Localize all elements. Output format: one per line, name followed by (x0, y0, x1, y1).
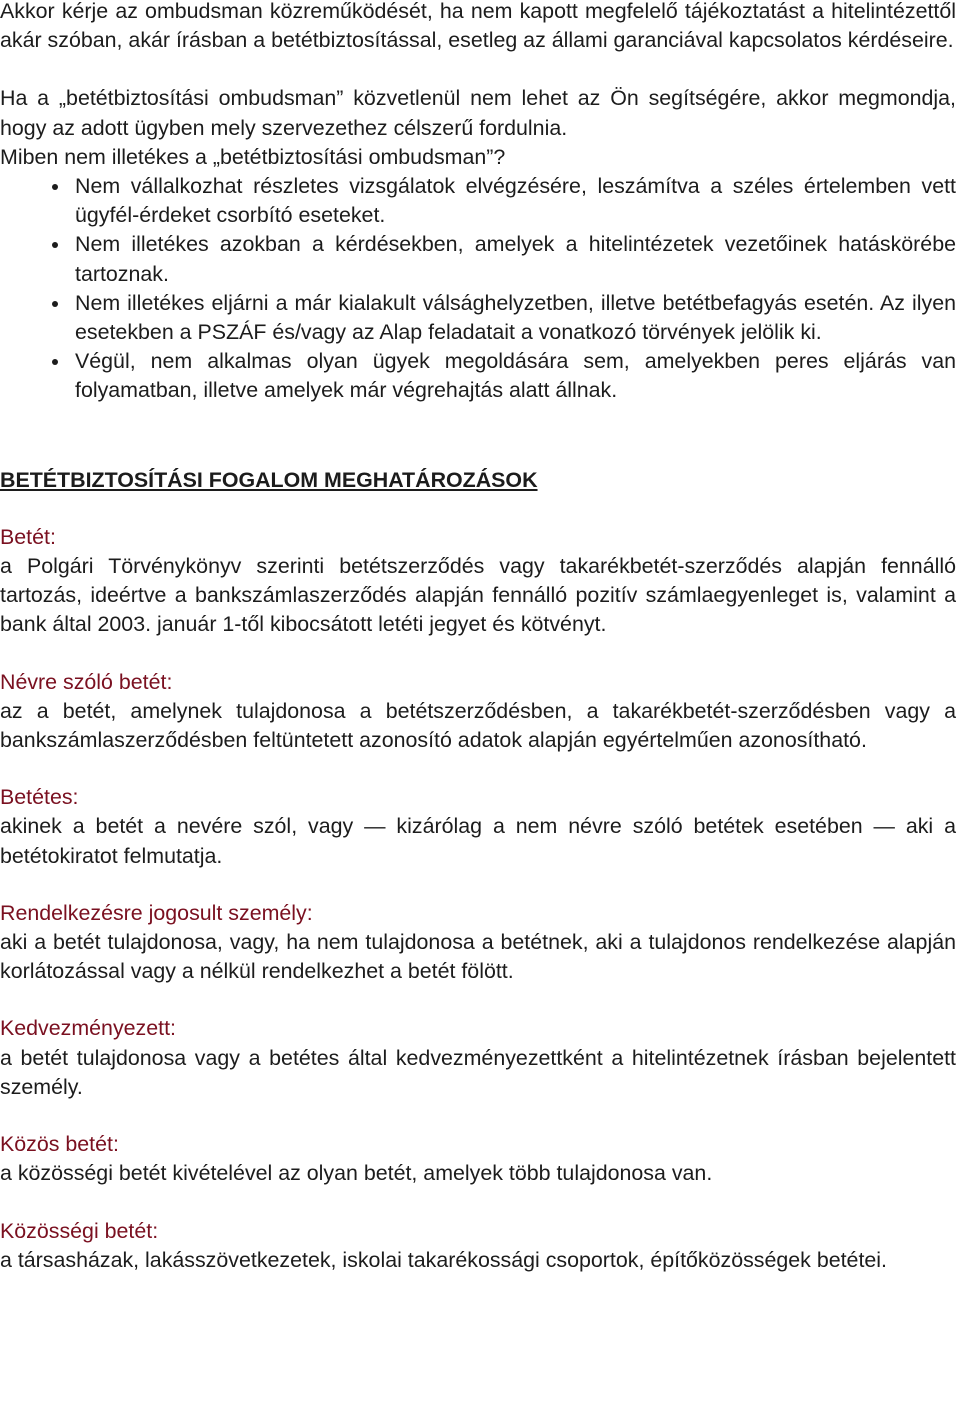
definition-term-kozos-betet: Közös betét: (0, 1132, 119, 1157)
definition-body-kedvezmenyezett: a betét tulajdonosa vagy a betétes által kedvezményezettként a hitelintézetnek írásban bejelentett személy. (0, 1045, 956, 1099)
definition-body-betet: a Polgári Törvénykönyv szerinti betétszerződés vagy takarékbetét-szerződés alapján fennálló tartozás, ideértve a bankszámlaszerződés alapján fennálló pozitív számlaegyenleget is, valamint a bank által 2003. január 1-től kibocsátott letéti jegyet és kötvényt. (0, 554, 956, 637)
definition-body-nevre-szolo-betet: az a betét, amelynek tulajdonosa a betétszerződésben, a takarékbetét-szerződésben vagy a bankszámlaszerződésben feltüntetett azonosító adatok alapján egyértelműen azonosítható. (0, 698, 956, 753)
list-item-text: Nem illetékes azokban a kérdésekben, amelyek a hitelintézetek vezetőinek hatáskörébe tartoznak. (75, 232, 956, 286)
definition-term-betetes: Betétes: (0, 785, 79, 810)
ombudsman-help-paragraph: Ha a „betétbiztosítási ombudsman” közvetlenül nem lehet az Ön segítségére, akkor megmondja, hogy az adott ügyben mely szervezethez célszerű fordulnia. (0, 86, 956, 140)
definition-term-betet: Betét: (0, 524, 56, 549)
question-heading: Miben nem illetékes a „betétbiztosítási ombudsman”? (0, 144, 506, 169)
list-item-text: Nem illetékes eljárni a már kialakult válsághelyzetben, illetve betétbefagyás esetén. Az ilyen esetekben a PSZÁF és/vagy az Alap feladatait a vonatkozó törvények jelölik ki. (75, 290, 956, 345)
bullet-icon (52, 242, 58, 248)
bullet-icon (52, 184, 58, 190)
list-item (0, 172, 956, 230)
section-title: BETÉTBIZTOSÍTÁSI FOGALOM MEGHATÁROZÁSOK (0, 467, 538, 492)
definition-term-kedvezmenyezett: Kedvezményezett: (0, 1016, 176, 1041)
list-item-text: Nem vállalkozhat részletes vizsgálatok elvégzésére, leszámítva a széles értelemben vett ügyfél-érdeket csorbító eseteket. (75, 174, 956, 228)
definition-body-betetes: akinek a betét a nevére szól, vagy — kizárólag a nem névre szóló betétek esetében — aki a betétokiratot felmutatja. (0, 814, 956, 868)
list-item (0, 230, 956, 288)
bullet-icon (52, 301, 58, 307)
definition-term-rendelkezesre-jogosult: Rendelkezésre jogosult személy: (0, 900, 313, 925)
definition-body-kozos-betet: a közösségi betét kivételével az olyan betét, amelyek több tulajdonosa van. (0, 1161, 713, 1186)
definition-term-nevre-szolo-betet: Névre szóló betét: (0, 669, 173, 694)
list-item (0, 289, 956, 347)
bullet-icon (52, 359, 58, 365)
limitations-list (0, 172, 956, 406)
definition-body-kozossegi-betet: a társasházak, lakásszövetkezetek, iskolai takarékossági csoportok, építőközösségek betétei. (0, 1247, 887, 1272)
definition-term-kozossegi-betet: Közösségi betét: (0, 1218, 159, 1243)
list-item (0, 347, 956, 405)
intro-paragraph: Akkor kérje az ombudsman közreműködését, ha nem kapott megfelelő tájékoztatást a hitelintézettől akár szóban, akár írásban a betétbiztosítással, esetleg az állami garanciával kapcsolatos kérdéseire. (0, 0, 956, 53)
definition-body-rendelkezesre-jogosult: aki a betét tulajdonosa, vagy, ha nem tulajdonosa a betétnek, aki a tulajdonos rendelkezése alapján korlátozással vagy a nélkül rendelkezhet a betét fölött. (0, 930, 956, 984)
list-item-text: Végül, nem alkalmas olyan ügyek megoldására sem, amelyekben peres eljárás van folyamatban, illetve amelyek már végrehajtás alatt állnak. (75, 349, 956, 403)
